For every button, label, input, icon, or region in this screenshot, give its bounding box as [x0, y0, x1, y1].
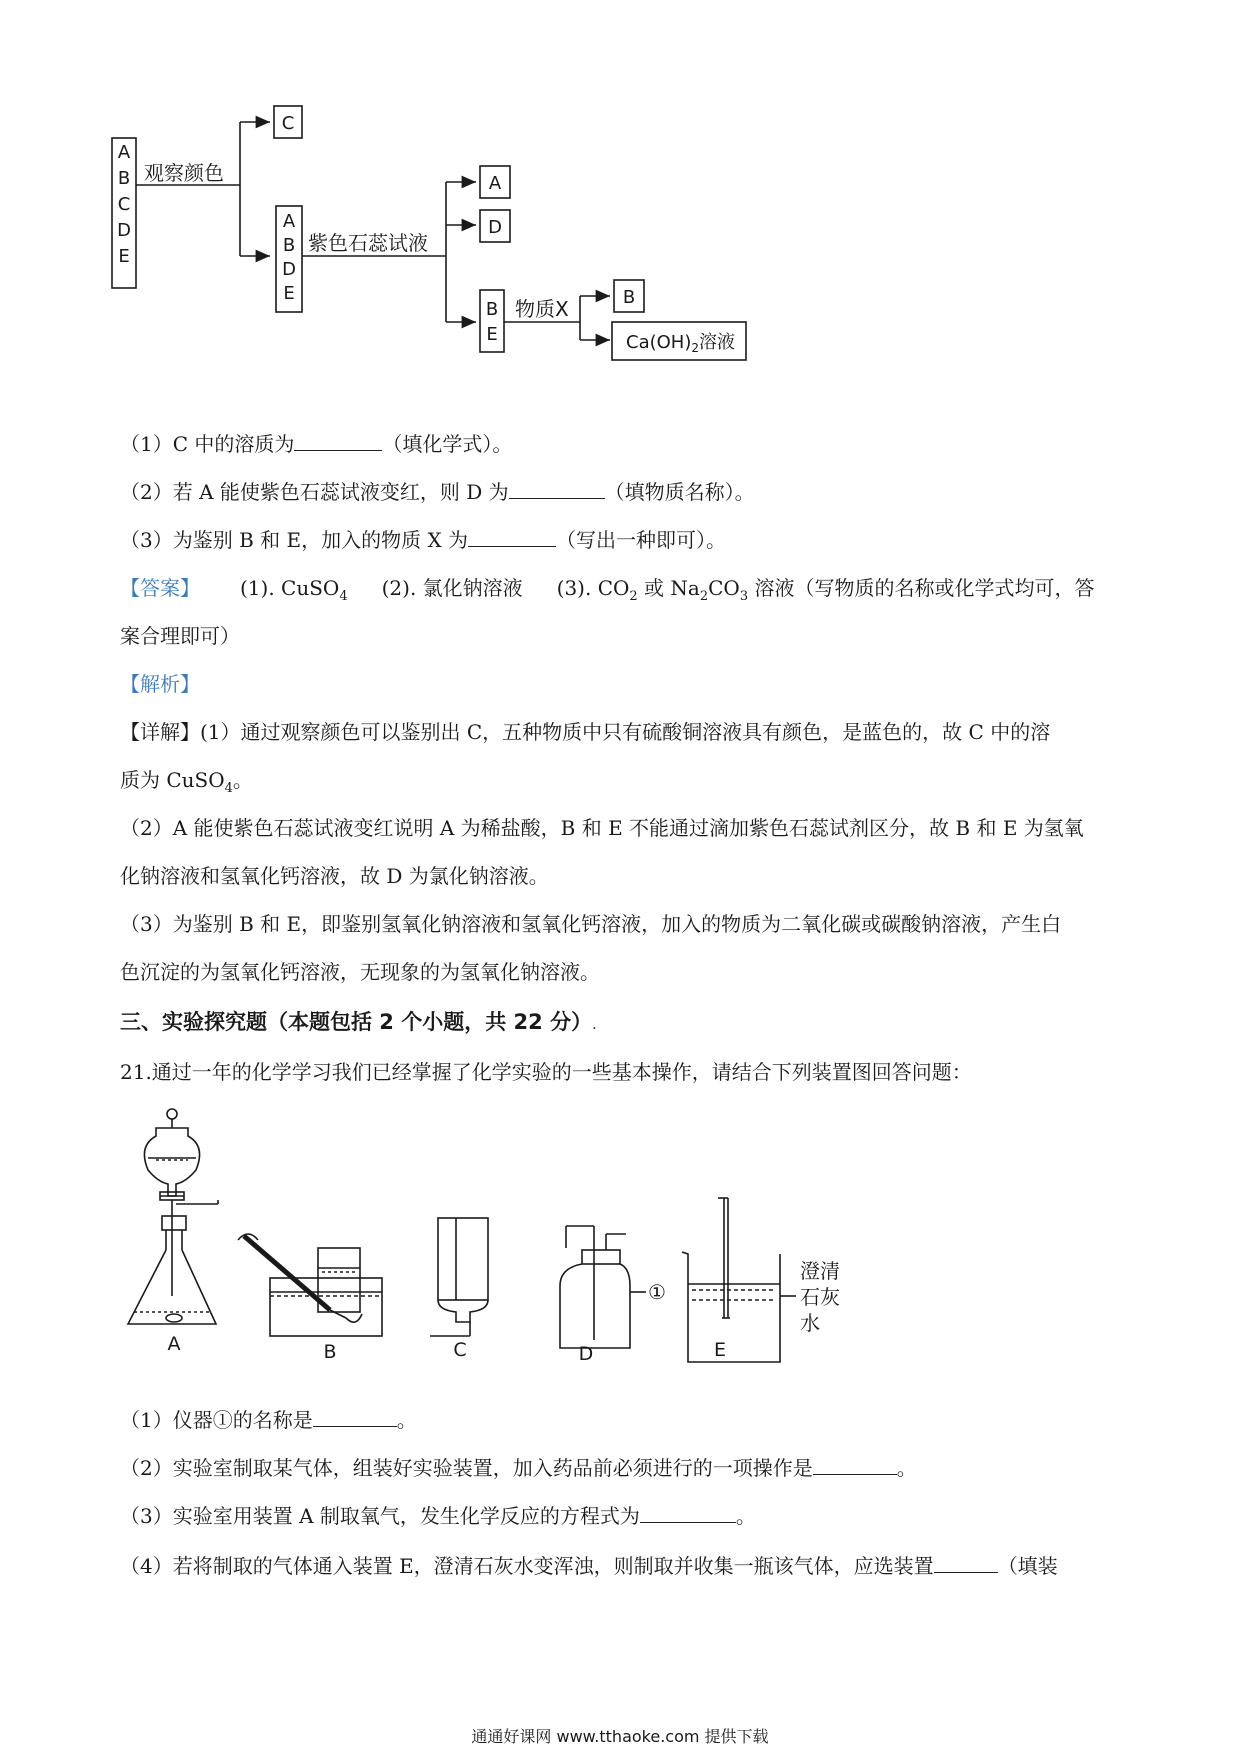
apparatus-c	[430, 1218, 488, 1336]
detail-line: 化钠溶液和氢氧化钙溶液，故 D 为氯化钠溶液。	[120, 864, 549, 888]
detail-line: （2）A 能使紫色石蕊试液变红说明 A 为稀盐酸，B 和 E 不能通过滴加紫色石蕊试剂区分，故 B 和 E 为氢氧	[120, 816, 1084, 840]
b-box-label: B	[622, 287, 636, 308]
start-box-letter: B	[117, 168, 131, 189]
limewater-label: 石灰	[800, 1285, 840, 1309]
start-box-letter: E	[118, 246, 130, 267]
q21-part3: （3）实验室用装置 A 制取氧气，发生化学反应的方程式为 。	[120, 1504, 756, 1528]
be-box-letter: E	[486, 324, 498, 345]
q20-part2: （2）若 A 能使紫色石蕊试液变红，则 D 为 （填物质名称）。	[120, 480, 755, 504]
start-box-letter: A	[117, 142, 131, 163]
step3-label: 物质X	[515, 297, 569, 321]
a-box-label: A	[488, 173, 502, 194]
answer-blank[interactable]	[294, 432, 382, 451]
page-footer: 通通好课网 www.tthaoke.com 提供下载	[471, 1727, 769, 1746]
q21-intro: 21.通过一年的化学学习我们已经掌握了化学实验的一些基本操作，请结合下列装置图回答问题：	[120, 1060, 972, 1084]
apparatus-b	[238, 1234, 382, 1336]
answer-blank[interactable]	[468, 528, 556, 547]
figure-label-e: E	[713, 1339, 727, 1361]
answer-line: 【答案】 (1). CuSO$_4$ (2). 氯化钠溶液 (3). $CO_2$ 或 $Na_2CO_3$ 溶液（写物质的名称或化学式均可，答	[120, 576, 1095, 604]
q21-part2: （2）实验室制取某气体，组装好实验装置，加入药品前必须进行的一项操作是 。	[120, 1456, 917, 1480]
apparatus-figure	[120, 1100, 940, 1390]
be-box-letter: B	[485, 299, 499, 320]
step1-label: 观察颜色	[144, 161, 224, 185]
start-box-letter: D	[117, 220, 131, 241]
q20-part3: （3）为鉴别 B 和 E，加入的物质 X 为 （写出一种即可）。	[120, 528, 727, 552]
mid-box-letter: D	[282, 259, 296, 280]
start-box-letter: C	[117, 194, 131, 215]
detail-line: 质为 CuSO$_4$。	[120, 768, 253, 796]
step2-label: 紫色石蕊试液	[308, 231, 428, 255]
answer-cont: 案合理即可）	[120, 624, 240, 648]
answer-blank[interactable]	[509, 480, 605, 499]
section-title: 三、实验探究题（本题包括 2 个小题，共 22 分）.	[120, 1010, 597, 1034]
detail-line: （3）为鉴别 B 和 E，即鉴别氢氧化钠溶液和氢氧化钙溶液，加入的物质为二氧化碳或碳酸钠溶液，产生白	[120, 912, 1062, 936]
d-box-label: D	[488, 217, 502, 238]
q21-part4: （4）若将制取的气体通入装置 E，澄清石灰水变浑浊，则制取并收集一瓶该气体，应选装置 （填装	[120, 1554, 1058, 1578]
analysis-tag: 【解析】	[120, 672, 200, 696]
apparatus-e	[682, 1198, 796, 1362]
answer-blank[interactable]	[813, 1456, 897, 1475]
figure-label-d: D	[578, 1343, 594, 1365]
caoh-label: $Ca(OH)_2$溶液	[626, 332, 735, 355]
answer-blank[interactable]	[934, 1554, 998, 1573]
figure-label-b: B	[323, 1341, 337, 1363]
figure-label-a: A	[167, 1333, 181, 1355]
instrument-marker: ①	[648, 1280, 666, 1304]
detail-line: 色沉淀的为氢氧化钙溶液，无现象的为氢氧化钠溶液。	[120, 960, 600, 984]
answer-blank[interactable]	[640, 1504, 736, 1523]
identification-flowchart	[110, 100, 850, 410]
q20-part1: （1）C 中的溶质为 （填化学式）。	[120, 432, 513, 456]
mid-box-letter: B	[282, 235, 296, 256]
mid-box-letter: E	[283, 283, 295, 304]
detail-line: 【详解】(1）通过观察颜色可以鉴别出 C，五种物质中只有硫酸铜溶液具有颜色，是蓝色的，故 C 中的溶	[120, 720, 1051, 744]
mid-box-letter: A	[282, 211, 296, 232]
answer-blank[interactable]	[313, 1408, 397, 1427]
apparatus-d	[560, 1226, 646, 1348]
answer-tag: 【答案】	[120, 576, 200, 600]
figure-label-c: C	[453, 1339, 467, 1361]
c-box-label: C	[281, 113, 295, 134]
limewater-label: 水	[800, 1311, 820, 1335]
q21-part1: （1）仪器①的名称是 。	[120, 1408, 417, 1432]
limewater-label: 澄清	[800, 1259, 840, 1283]
apparatus-a	[128, 1109, 218, 1324]
